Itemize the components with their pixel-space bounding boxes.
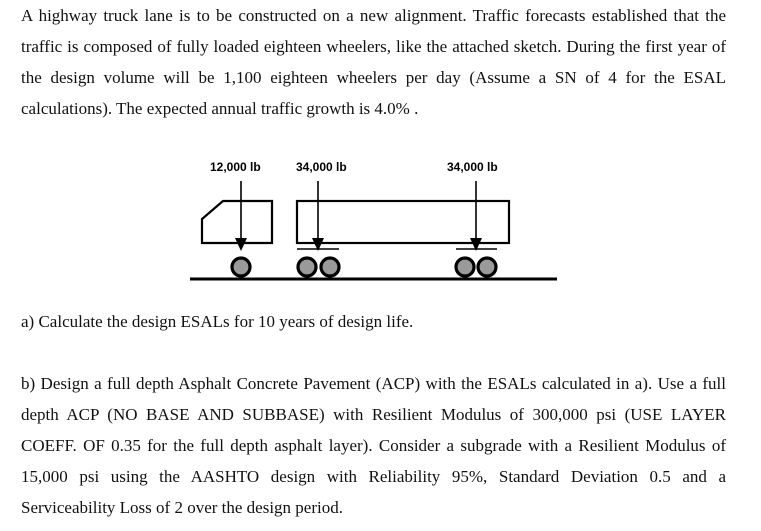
wheel-drive-1 bbox=[298, 258, 316, 276]
load-label-drive-axles: 34,000 lb bbox=[296, 160, 347, 174]
cab-outline bbox=[202, 201, 272, 243]
question-b: b) Design a full depth Asphalt Concrete Pavement (ACP) with the ESALs calculated in a). Use a full depth ACP (NO BASE AND SUBBASE) with Resilient Modulus of 300,000 psi (USE LAYER COEFF. OF 0.35 for the full depth asphalt layer). Consider a subgrade with a Resilient Modulus of 15,000 psi using the AASHTO design with Reliability 95%, Standard Deviation 0.5 and a Serviceability Loss of 2 over the design period. bbox=[21, 374, 726, 517]
load-label-trailer-axles: 34,000 lb bbox=[447, 160, 498, 174]
wheel-trailer-1 bbox=[456, 258, 474, 276]
arrowhead-steer bbox=[235, 238, 247, 251]
wheel-trailer-2 bbox=[478, 258, 496, 276]
question-a: a) Calculate the design ESALs for 10 years of design life. bbox=[21, 312, 414, 331]
load-label-steer-axle: 12,000 lb bbox=[210, 160, 261, 174]
problem-intro: A highway truck lane is to be constructed on a new alignment. Traffic forecasts established that the traffic is composed of fully loaded eighteen wheelers, like the attached sketch. During the first year of the design volume will be 1,100 eighteen wheelers per day (Assume a SN of 4 for the ESAL calculations). The expected annual traffic growth is 4.0% . bbox=[21, 6, 726, 118]
trailer-outline bbox=[297, 201, 509, 243]
wheel-drive-2 bbox=[321, 258, 339, 276]
wheel-steer bbox=[232, 258, 250, 276]
